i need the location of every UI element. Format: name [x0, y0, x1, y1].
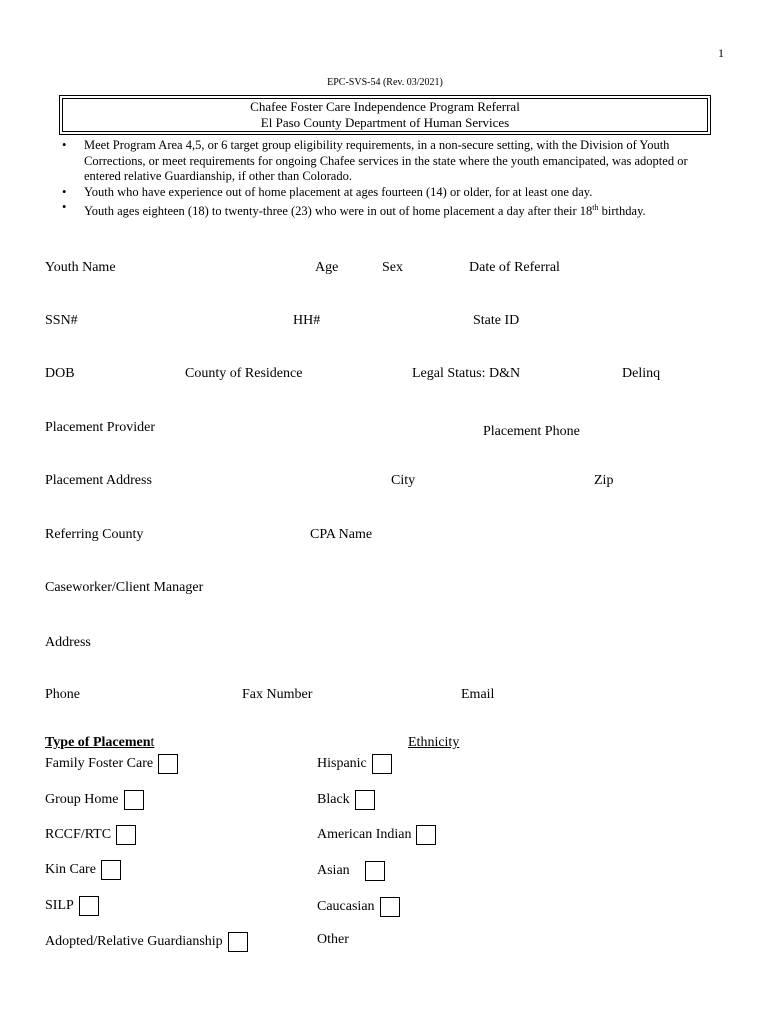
criteria-item: [60, 138, 710, 185]
checkbox[interactable]: [416, 825, 436, 845]
placement-phone-field[interactable]: Placement Phone: [483, 424, 580, 439]
checkbox[interactable]: [158, 754, 178, 774]
criteria-item: [60, 200, 710, 220]
placement-provider-field[interactable]: Placement Provider: [45, 420, 156, 435]
agency-name: El Paso County Department of Human Services: [260, 115, 510, 130]
criteria-text: Youth ages eighteen (18) to twenty-three (23) who were in out of home placement a day after their 18: [84, 204, 593, 219]
option-label: SILP: [45, 898, 74, 913]
bullet-icon: •: [62, 200, 67, 214]
title-box: [59, 95, 711, 135]
criteria-text-end: birthday.: [598, 204, 646, 219]
placement-option-family-foster-care: [45, 754, 178, 774]
checkbox[interactable]: [228, 932, 248, 952]
criteria-text: Meet Program Area 4,5, or 6 target group eligibility requirements, in a non-secure setting, with the Division of Youth Corrections, or meet requirements for ongoing Chafee services in the state where the youth emancipated, was adopted or entered relative Guardianship, if other than Colorado.: [84, 138, 688, 183]
bullet-icon: •: [62, 184, 67, 199]
date-of-referral-field[interactable]: Date of Referral: [469, 260, 560, 275]
referring-county-field[interactable]: Referring County: [45, 527, 144, 542]
title-inner-border: [62, 98, 708, 132]
fax-number-field[interactable]: Fax Number: [242, 687, 313, 702]
ethnicity-option-american-indian: [317, 825, 436, 845]
email-field[interactable]: Email: [461, 687, 495, 702]
option-label: Black: [317, 792, 350, 807]
ethnicity-heading: Ethnicity: [408, 735, 460, 750]
placement-option-group-home: [45, 790, 144, 810]
youth-name-field[interactable]: Youth Name: [45, 260, 116, 275]
hh-field[interactable]: HH#: [293, 313, 321, 328]
type-of-placement-heading-end: t: [150, 735, 155, 750]
bullet-icon: •: [62, 138, 67, 152]
sex-field[interactable]: Sex: [382, 260, 403, 275]
ssn-field[interactable]: SSN#: [45, 313, 78, 328]
caseworker-field[interactable]: Caseworker/Client Manager: [45, 580, 204, 595]
ethnicity-option-hispanic: [317, 754, 392, 774]
address-field[interactable]: Address: [45, 635, 91, 650]
cpa-name-field[interactable]: CPA Name: [310, 527, 373, 542]
placement-option-rccf-rtc: [45, 825, 136, 845]
age-field[interactable]: Age: [315, 260, 339, 275]
checkbox[interactable]: [365, 861, 385, 881]
option-label: Group Home: [45, 792, 119, 807]
option-label: Family Foster Care: [45, 756, 154, 771]
criteria-text: Youth who have experience out of home placement at ages fourteen (14) or older, for at least one day.: [84, 184, 593, 199]
option-label: RCCF/RTC: [45, 827, 112, 842]
option-label: Caucasian: [317, 899, 375, 914]
criteria-item: [60, 185, 710, 201]
form-title: Chafee Foster Care Independence Program Referral: [250, 99, 520, 114]
zip-field[interactable]: Zip: [594, 473, 614, 488]
option-label: Adopted/Relative Guardianship: [45, 934, 223, 949]
city-field[interactable]: City: [391, 473, 416, 488]
county-of-residence-field[interactable]: County of Residence: [185, 366, 303, 381]
ethnicity-option-other[interactable]: [317, 932, 349, 948]
placement-address-field[interactable]: Placement Address: [45, 473, 152, 488]
option-label: Other: [317, 932, 349, 947]
legal-status-field[interactable]: Legal Status: D&N: [412, 366, 521, 381]
ethnicity-option-asian: [317, 861, 385, 881]
checkbox[interactable]: [372, 754, 392, 774]
delinq-field[interactable]: Delinq: [622, 366, 661, 381]
ethnicity-option-black: [317, 790, 375, 810]
option-label: Hispanic: [317, 756, 367, 771]
checkbox[interactable]: [124, 790, 144, 810]
checkbox[interactable]: [101, 860, 121, 880]
dob-field[interactable]: DOB: [45, 366, 75, 381]
checkbox[interactable]: [355, 790, 375, 810]
state-id-field[interactable]: State ID: [473, 313, 520, 328]
placement-option-kin-care: [45, 860, 121, 880]
placement-option-adopted-relative-guardianship: [45, 932, 248, 952]
checkbox[interactable]: [380, 897, 400, 917]
checkbox[interactable]: [79, 896, 99, 916]
criteria-superscript: th: [592, 203, 599, 212]
type-of-placement-heading: [45, 735, 154, 751]
phone-field[interactable]: Phone: [45, 687, 80, 702]
checkbox[interactable]: [116, 825, 136, 845]
ethnicity-option-caucasian: [317, 897, 400, 917]
form-code: EPC-SVS-54 (Rev. 03/2021): [327, 77, 443, 88]
type-of-placement-heading-bold: Type of Placemen: [45, 735, 151, 750]
placement-option-silp: [45, 896, 99, 916]
option-label: Asian: [317, 863, 350, 878]
eligibility-criteria: [60, 138, 710, 220]
option-label: Kin Care: [45, 862, 96, 877]
page-number: 1: [718, 46, 724, 60]
option-label: American Indian: [317, 827, 412, 842]
